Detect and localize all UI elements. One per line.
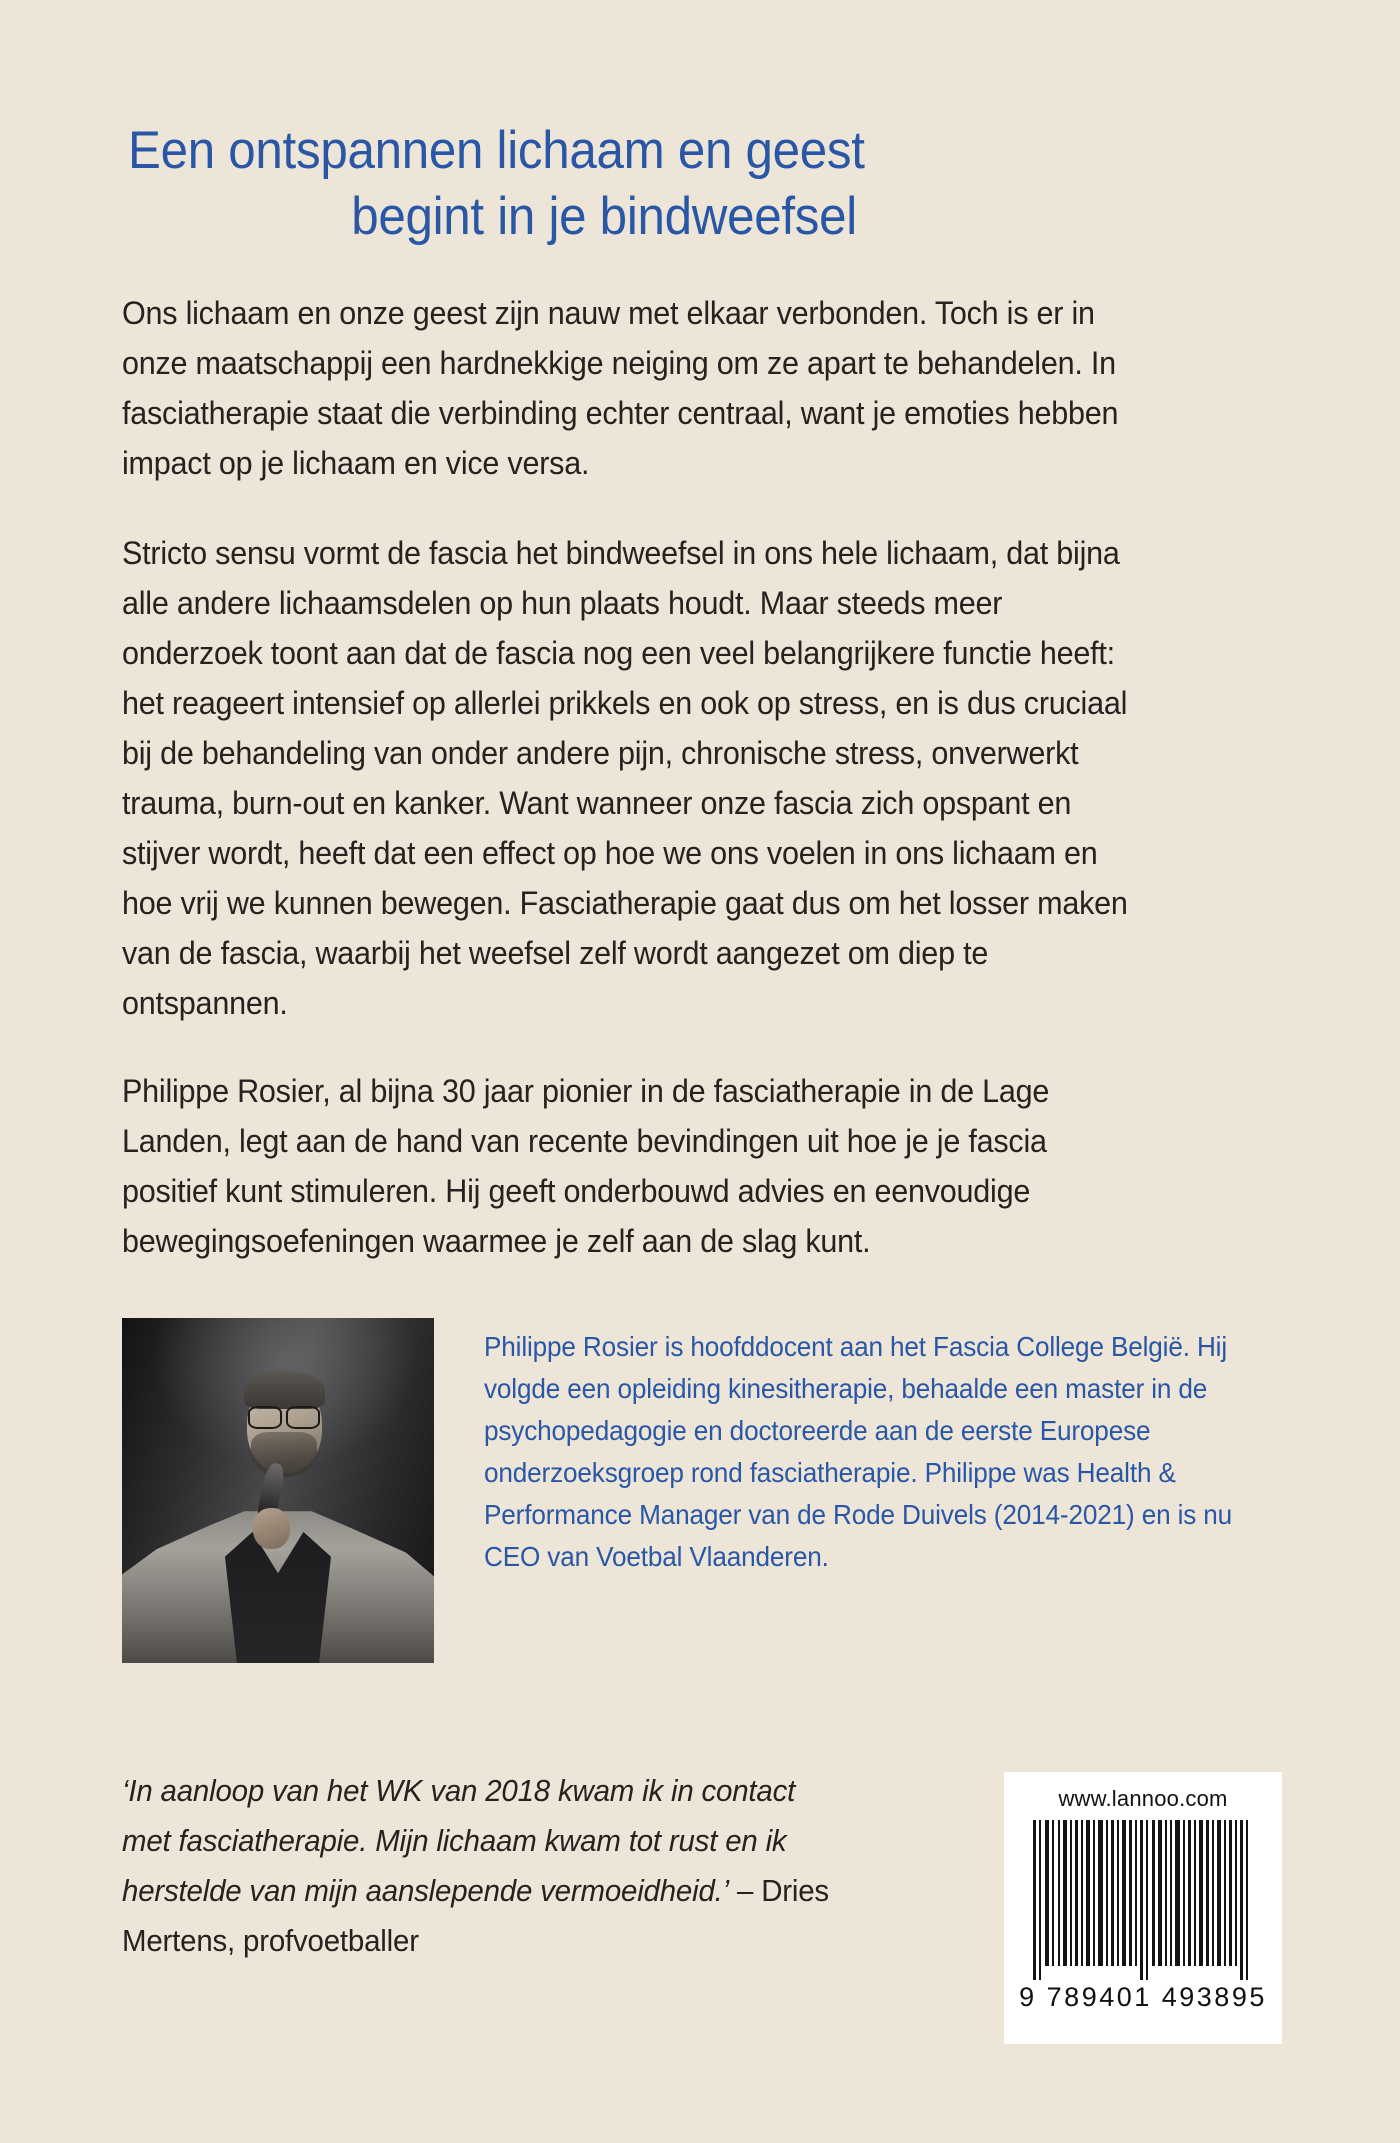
barcode-bars: [1030, 1820, 1256, 1980]
title-line-2: begint in je bindweefsel: [351, 187, 857, 246]
author-bio-text: Philippe Rosier is hoofddocent aan het Fascia College België. Hij volgde een opleiding kinesitherapie, behaalde een master in de psychopedagogie en doctoreerde aan de eerste Europese onderzoeksgroep rond fasciatherapie. Philippe was Health & Performance Manager van de Rode Duivels (2014-2021) en is nu CEO van Voetbal Vlaanderen.: [484, 1331, 1233, 1572]
body-copy: [122, 288, 1282, 1266]
paragraph-fascia-explainer: Stricto sensu vormt de fascia het bindweefsel in ons hele lichaam, dat bijna alle andere lichaamsdelen op hun plaats houdt. Maar steeds meer onderzoek toont aan dat de fascia nog een veel belangrijkere functie heeft: het reageert intensief op allerlei prikkels en ook op stress, en is dus cruciaal bij de behandeling van onder andere pijn, chronische stress, onverwerkt trauma, burn-out en kanker. Want wanneer onze fascia zich opspant en stijver wordt, heeft dat een effect op hoe we ons voelen in ons lichaam en hoe vrij we kunnen bewegen. Fasciatherapie gaat dus om het losser maken van de fascia, waarbij het weefsel zelf wordt aangezet om diep te ontspannen.: [122, 535, 1128, 1021]
title-line-1: Een ontspannen lichaam en geest: [128, 121, 865, 180]
photo-hand: [253, 1508, 290, 1549]
barcode-block: [1004, 1772, 1282, 2044]
paragraph-author-work: Philippe Rosier, al bijna 30 jaar pionier in de fasciatherapie in de Lage Landen, legt aan de hand van recente bevindingen uit hoe je je fascia positief kunt stimuleren. Hij geeft onderbouwd advies en eenvoudige bewegingsoefeningen waarmee je zelf aan de slag kunt.: [122, 1073, 1050, 1259]
footer-section: [122, 1760, 1282, 2044]
endorsement-quote: [122, 1760, 844, 1966]
photo-glasses: [247, 1406, 322, 1425]
barcode-svg: [1030, 1820, 1256, 1980]
quote-text: ‘In aanloop van het WK van 2018 kwam ik in contact met fasciatherapie. Mijn lichaam kwam tot rust en ik herstelde van mijn aanslepende vermoeidheid.’: [122, 1773, 796, 1908]
photo-hair: [244, 1371, 325, 1409]
quote-attribution: – Dries Mertens, profvoetballer: [122, 1873, 829, 1958]
photo-beard: [251, 1432, 317, 1477]
publisher-website: www.lannoo.com: [1058, 1786, 1228, 1811]
author-photo: [122, 1318, 434, 1663]
author-section: [122, 1318, 1282, 1663]
page-title: [128, 118, 1278, 250]
paragraph-intro: Ons lichaam en onze geest zijn nauw met elkaar verbonden. Toch is er in onze maatschappij een hardnekkige neiging om ze apart te behandelen. In fasciatherapie staat die verbinding echter centraal, want je emoties hebben impact op je lichaam en vice versa.: [122, 295, 1119, 481]
isbn-digits: 9 789401 493895: [1019, 1982, 1267, 2012]
